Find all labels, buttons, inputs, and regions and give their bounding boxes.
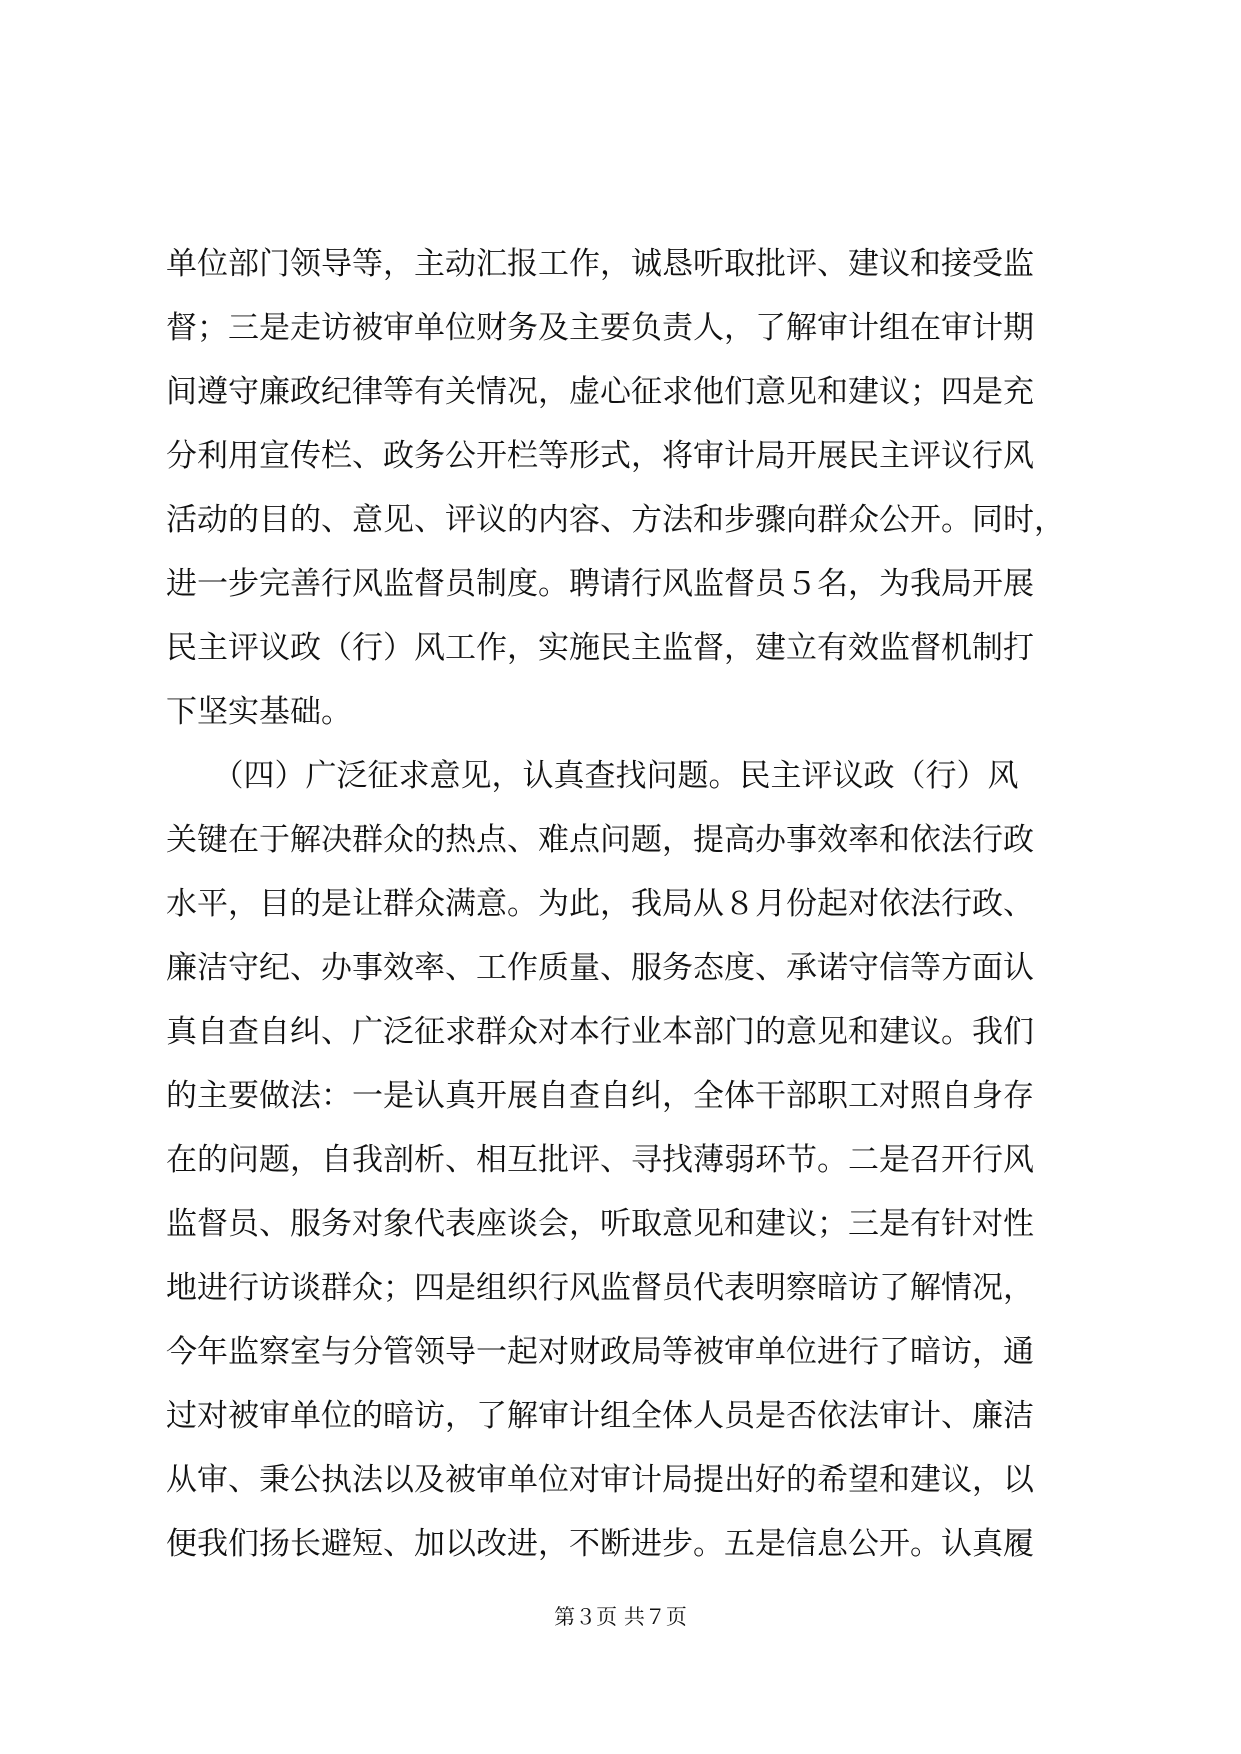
section-heading-line: （四）广泛征求意见，认真查找问题。民主评议政（行）风: [166, 758, 1019, 794]
text-line: 真自查自纠、广泛征求群众对本行业本部门的意见和建议。我们: [166, 1014, 1034, 1050]
text-line: 水平，目的是让群众满意。为此，我局从８月份起对依法行政、: [166, 886, 1034, 922]
text-line: 的主要做法：一是认真开展自查自纠，全体干部职工对照自身存: [166, 1078, 1034, 1114]
text-line: 关键在于解决群众的热点、难点问题，提高办事效率和依法行政: [166, 822, 1034, 858]
body-text: [166, 232, 1086, 1576]
text-line: 监督员、服务对象代表座谈会，听取意见和建议；三是有针对性: [166, 1206, 1034, 1242]
text-line: 今年监察室与分管领导一起对财政局等被审单位进行了暗访，通: [166, 1334, 1034, 1370]
text-line: 督；三是走访被审单位财务及主要负责人，了解审计组在审计期: [166, 310, 1034, 346]
text-line: 下坚实基础。: [166, 694, 352, 730]
text-line: 进一步完善行风监督员制度。聘请行风监督员５名，为我局开展: [166, 566, 1034, 602]
text-line: 廉洁守纪、办事效率、工作质量、服务态度、承诺守信等方面认: [166, 950, 1034, 986]
text-line: 民主评议政（行）风工作，实施民主监督，建立有效监督机制打: [166, 630, 1034, 666]
text-line: 过对被审单位的暗访，了解审计组全体人员是否依法审计、廉洁: [166, 1398, 1034, 1434]
text-line: 从审、秉公执法以及被审单位对审计局提出好的希望和建议，以: [166, 1462, 1034, 1498]
text-line: 单位部门领导等，主动汇报工作，诚恳听取批评、建议和接受监: [166, 246, 1034, 282]
text-line: 便我们扬长避短、加以改进，不断进步。五是信息公开。认真履: [166, 1526, 1034, 1562]
text-line: 间遵守廉政纪律等有关情况，虚心征求他们意见和建议；四是充: [166, 374, 1034, 410]
text-line: 活动的目的、意见、评议的内容、方法和步骤向群众公开。同时，: [166, 502, 1065, 538]
text-line: 地进行访谈群众；四是组织行风监督员代表明察暗访了解情况，: [166, 1270, 1034, 1306]
text-line: 分利用宣传栏、政务公开栏等形式，将审计局开展民主评议行风: [166, 438, 1034, 474]
text-line: 在的问题，自我剖析、相互批评、寻找薄弱环节。二是召开行风: [166, 1142, 1034, 1178]
page-footer: [0, 1602, 1241, 1632]
page-number-label: 第３页 共７页: [554, 1605, 687, 1629]
